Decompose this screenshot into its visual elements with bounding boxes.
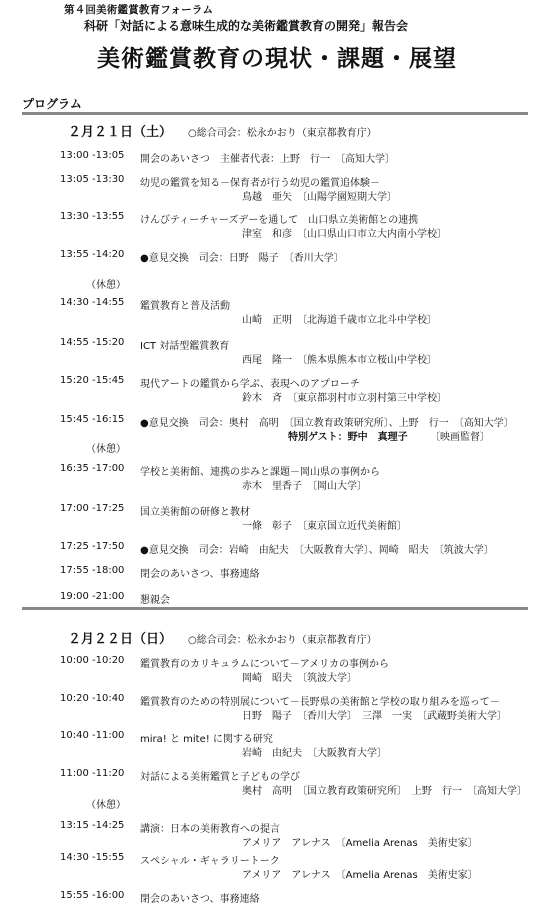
session-speaker: 特別ゲスト：野中 真理子 (288, 432, 408, 443)
break: （休憩） (86, 800, 126, 811)
session-title: ●意見交換 司会：奥村 高明 〔国立教育政策研究所〕、上野 行一 〔高知大学〕 (140, 418, 514, 429)
session-title: 講演：日本の美術教育への提言 (140, 824, 280, 835)
session-time: 13:05 -13:30 (60, 174, 125, 185)
session-title: 対話による美術鑑賞と子どもの学び (140, 772, 300, 783)
session-time: 11:00 -11:20 (60, 768, 125, 779)
session-speaker: アメリア アレナス 〔Amelia Arenas 美術史家〕 (242, 838, 478, 849)
divider (22, 607, 528, 610)
session-title: 現代アートの鑑賞から学ぶ、表現へのアプローチ (140, 379, 360, 390)
session-title: 閉会のあいさつ、事務連絡 (140, 569, 260, 580)
session-time: 13:55 -14:20 (60, 249, 125, 260)
day1-date: ２月２１日（土） (68, 125, 173, 140)
session-time: 10:20 -10:40 (60, 693, 125, 704)
day1-mc: ○総合司会：松永かおり（東京都教育庁） (188, 128, 377, 139)
session-time: 10:40 -11:00 (60, 730, 125, 741)
session-time: 15:45 -16:15 (60, 414, 125, 425)
session-title: mira! と mite! に関する研究 (140, 734, 273, 745)
session-title: 閉会のあいさつ、事務連絡 (140, 894, 260, 905)
session-title: 鑑賞教育のカリキュラムについて－アメリカの事例から (140, 659, 389, 670)
session-time: 10:00 -10:20 (60, 655, 125, 666)
session-time: 14:55 -15:20 (60, 337, 125, 348)
session-title: 幼児の鑑賞を知る－保育者が行う幼児の鑑賞追体験－ (140, 178, 380, 189)
session-speaker: 津室 和彦 〔山口県山口市立大内南小学校〕 (242, 229, 447, 240)
session-speaker: 鈴木 斉 〔東京都羽村市立羽村第三中学校〕 (242, 393, 447, 404)
break: （休憩） (86, 444, 126, 455)
session-title: けんびティーチャーズデーを通して 山口県立美術館との連携 (140, 215, 419, 226)
page-title: 美術鑑賞教育の現状・課題・展望 (97, 46, 457, 72)
session-time: 13:00 -13:05 (60, 150, 125, 161)
session-time: 19:00 -21:00 (60, 591, 125, 602)
session-title: 学校と美術館、連携の歩みと課題－岡山県の事例から (140, 467, 380, 478)
session-title: 鑑賞教育のための特別展について－長野県の美術館と学校の取り組みを巡って－ (140, 697, 500, 708)
session-title: ●意見交換 司会：岩崎 由紀夫 〔大阪教育大学〕、岡崎 昭夫 〔筑波大学〕 (140, 545, 494, 556)
session-time: 14:30 -15:55 (60, 852, 125, 863)
divider (22, 112, 528, 115)
session-title: スペシャル・ギャラリートーク (140, 856, 280, 867)
session-title: 開会のあいさつ 主催者代表：上野 行一 〔高知大学〕 (140, 154, 395, 165)
session-speaker: 一條 彰子 〔東京国立近代美術館〕 (242, 521, 407, 532)
day2-date: ２月２２日（日） (68, 632, 173, 647)
session-title: ICT 対話型鑑賞教育 (140, 341, 230, 352)
session-speaker: 西尾 隆一 〔熊本県熊本市立桜山中学校〕 (242, 355, 437, 366)
session-speaker: 奥村 高明 〔国立教育政策研究所〕 上野 行一 〔高知大学〕 (242, 786, 527, 797)
session-speaker: 赤木 里香子 〔岡山大学〕 (242, 481, 367, 492)
session-speaker: 山崎 正明 〔北海道千歳市立北斗中学校〕 (242, 315, 437, 326)
session-title: 懇親会 (140, 595, 170, 606)
session-speaker: 日野 陽子 〔香川大学〕 三澤 一実 〔武蔵野美術大学〕 (242, 711, 507, 722)
report-subtitle: 科研「対話による意味生成的な美術鑑賞教育の開発」報告会 (84, 19, 409, 33)
day2-mc: ○総合司会：松永かおり（東京都教育庁） (188, 635, 377, 646)
session-time: 17:00 -17:25 (60, 503, 125, 514)
session-time: 13:30 -13:55 (60, 211, 125, 222)
program-label: プログラム (22, 97, 82, 111)
session-time: 15:55 -16:00 (60, 890, 125, 901)
session-time: 14:30 -14:55 (60, 297, 125, 308)
session-speaker: 岩崎 由紀夫 〔大阪教育大学〕 (242, 748, 387, 759)
session-speaker: 岡崎 昭夫 〔筑波大学〕 (242, 673, 357, 684)
session-time: 17:55 -18:00 (60, 565, 125, 576)
session-time: 15:20 -15:45 (60, 375, 125, 386)
forum-name: 第４回美術鑑賞教育フォーラム (64, 4, 214, 16)
session-speaker: 鳥越 亜矢 〔山陽学園短期大学〕 (242, 192, 397, 203)
session-speaker: アメリア アレナス 〔Amelia Arenas 美術史家〕 (242, 870, 478, 881)
session-speaker-affiliation: 〔映画監督〕 (430, 432, 490, 443)
break: （休憩） (86, 280, 126, 291)
session-time: 16:35 -17:00 (60, 463, 125, 474)
session-time: 13:15 -14:25 (60, 820, 125, 831)
session-time: 17:25 -17:50 (60, 541, 125, 552)
session-title: 鑑賞教育と普及活動 (140, 301, 230, 312)
session-title: 国立美術館の研修と教材 (140, 507, 250, 518)
session-title: ●意見交換 司会：日野 陽子 〔香川大学〕 (140, 253, 344, 264)
